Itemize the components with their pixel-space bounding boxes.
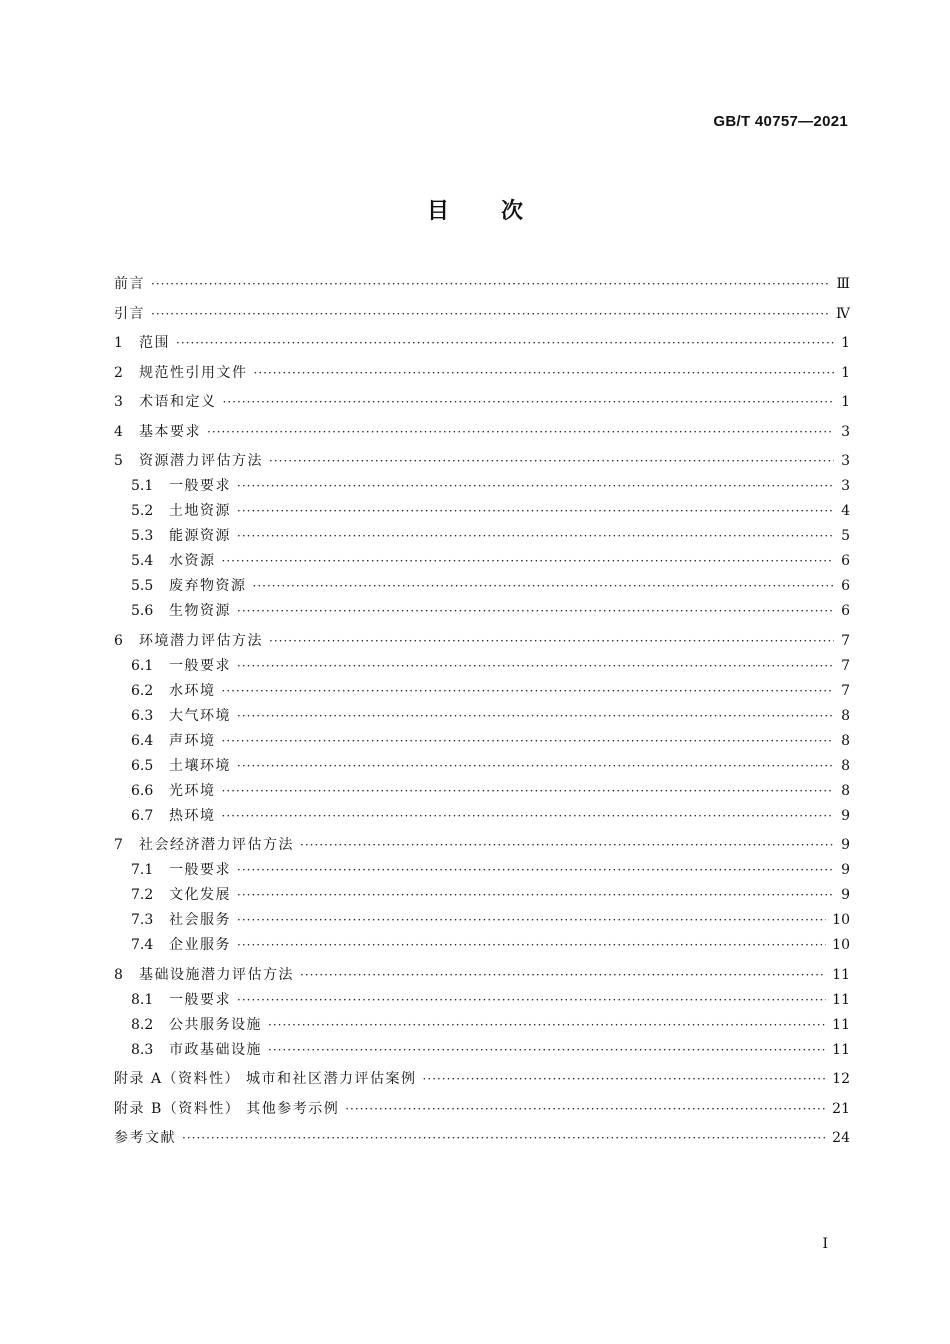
toc-entry-page: 8 [841,732,850,749]
toc-entry[interactable] [114,883,850,908]
toc-entry[interactable] [114,549,850,574]
toc-entry[interactable] [114,779,850,804]
toc-entry-label: 引言 [114,305,145,322]
toc-entry-page: 9 [841,887,850,903]
toc-leader-dots [300,963,826,988]
toc-entry-page: 12 [832,1071,850,1087]
toc-entry-page: 11 [832,1041,850,1058]
toc-entry-page: 4 [841,503,850,519]
toc-entry-page: 7 [841,632,850,649]
toc-entry-page: 3 [841,423,850,440]
toc-entry-page: 1 [841,364,850,381]
toc-entry-label: 热环境 [169,807,216,824]
toc-entry-label: 范围 [139,335,170,351]
toc-leader-dots [237,524,834,549]
toc-leader-dots [237,754,834,779]
toc-leader-dots [237,883,834,908]
toc-entry[interactable] [114,754,850,779]
toc-entry-label: 土地资源 [169,503,231,519]
toc-entry[interactable] [114,272,850,297]
toc-title [0,194,950,225]
toc-leader-dots [237,499,834,524]
toc-entry-number: 7.1 [131,862,154,878]
toc-title-char: 次 [501,199,524,224]
toc-entry-number: 3 [114,394,123,410]
toc-leader-dots [222,679,835,704]
toc-leader-dots [269,449,834,474]
toc-entry[interactable] [114,1038,850,1063]
toc-entry-page: Ⅲ [836,276,850,292]
toc-entry-number: 7.2 [131,887,154,903]
toc-entry[interactable] [114,1097,850,1122]
toc-entry-page: 10 [832,937,850,953]
toc-entry[interactable] [114,474,850,499]
toc-leader-dots [182,1126,826,1151]
toc-entry-number: 5.3 [131,528,154,544]
toc-leader-dots [237,858,834,883]
toc-leader-dots [237,908,826,933]
toc-entry-number: 6.4 [131,732,154,749]
toc-entry[interactable] [114,361,850,386]
toc-entry[interactable] [114,499,850,524]
toc-entry-page: 9 [841,807,850,824]
toc-leader-dots [207,420,834,445]
toc-entry[interactable] [114,1013,850,1038]
toc-entry-number: 6.5 [131,757,154,774]
toc-entry-number: 2 [114,364,123,381]
toc-leader-dots [222,729,835,754]
toc-entry-page: 8 [841,707,850,724]
toc-entry-number: 5.1 [131,478,154,494]
toc-entry-label: 公共服务设施 [169,1016,262,1033]
toc-leader-dots [176,331,834,356]
toc-entry-number: 6.3 [131,707,154,724]
toc-entry[interactable] [114,704,850,729]
toc-entry-number: 5 [114,453,123,469]
toc-entry-page: 8 [841,782,850,799]
toc-entry[interactable] [114,331,850,356]
toc-entry[interactable] [114,449,850,474]
toc-leader-dots [237,599,834,624]
toc-entry-number: 5.5 [131,578,154,594]
toc-entry-label: 水资源 [169,553,216,569]
toc-entry-number: 6.6 [131,782,154,799]
toc-entry-number: 8.2 [131,1016,154,1033]
toc-leader-dots [300,833,834,858]
toc-entry[interactable] [114,908,850,933]
toc-leader-dots [151,272,830,297]
toc-entry-label: 能源资源 [169,528,231,544]
toc-entry-label: 废弃物资源 [169,578,247,594]
toc-entry-label: 水环境 [169,682,216,699]
toc-leader-dots [253,574,835,599]
toc-entry[interactable] [114,524,850,549]
toc-entry[interactable] [114,654,850,679]
toc-entry-label: 资源潜力评估方法 [139,453,263,469]
toc-entry-label: 光环境 [169,782,216,799]
toc-entry-number: 6 [114,632,123,649]
toc-entry[interactable] [114,988,850,1013]
toc-entry-page: 1 [841,394,850,410]
toc-entry-page: 6 [841,603,850,619]
toc-leader-dots [222,779,835,804]
toc-entry-page: 8 [841,757,850,774]
toc-entry[interactable] [114,963,850,988]
toc-entry-number: 8.1 [131,991,154,1008]
toc-entry[interactable] [114,833,850,858]
toc-entry-label: 术语和定义 [139,394,217,410]
toc-leader-dots [237,933,826,958]
toc-leader-dots [423,1067,827,1092]
toc-entry-label: 一般要求 [169,478,231,494]
toc-entry-number: 7 [114,837,123,853]
toc-entry-page: 5 [841,528,850,544]
toc-entry[interactable] [114,574,850,599]
toc-entry-label: 一般要求 [169,991,231,1008]
toc-entry-number: 6.1 [131,657,154,674]
toc-entry[interactable] [114,1126,850,1151]
toc-leader-dots [268,1038,826,1063]
toc-entry[interactable] [114,390,850,415]
toc-entry-page: 11 [832,991,850,1008]
toc-entry-page: 3 [841,453,850,469]
toc-entry[interactable] [114,729,850,754]
toc-leader-dots [254,361,835,386]
toc-entry[interactable] [114,629,850,654]
toc-leader-dots [237,474,834,499]
toc-leader-dots [268,1013,826,1038]
toc-entry-number: 1 [114,335,123,351]
standard-code: GB/T 40757—2021 [713,113,848,130]
toc-entry-number: 5.4 [131,553,154,569]
toc-entry[interactable] [114,804,850,829]
toc-entry-label: 基础设施潜力评估方法 [139,966,294,983]
toc-entry-label: 参考文献 [114,1130,176,1146]
toc-entry-label: 声环境 [169,732,216,749]
toc-entry-page: Ⅳ [836,305,850,322]
toc-entry[interactable] [114,420,850,445]
toc-entry-page: 6 [841,578,850,594]
toc-entry-label: 社会经济潜力评估方法 [139,837,294,853]
toc-entry-label: 大气环境 [169,707,231,724]
toc-entry[interactable] [114,302,850,327]
toc-entry-page: 24 [832,1130,850,1146]
toc-entry-number: 7.3 [131,912,154,928]
toc-leader-dots [237,654,834,679]
toc-entry-page: 3 [841,478,850,494]
toc-entry-label: 前言 [114,276,145,292]
toc-entry-label: 市政基础设施 [169,1041,262,1058]
table-of-contents [114,272,850,1151]
toc-entry-page: 7 [841,682,850,699]
toc-entry-page: 1 [841,335,850,351]
toc-entry-number: 7.4 [131,937,154,953]
toc-entry-number: 6.7 [131,807,154,824]
toc-leader-dots [151,302,830,327]
toc-entry-page: 11 [832,966,850,983]
toc-entry[interactable] [114,933,850,958]
toc-entry-label: 一般要求 [169,657,231,674]
toc-entry-number: 6.2 [131,682,154,699]
toc-entry-label: 文化发展 [169,887,231,903]
toc-entry[interactable] [114,1067,850,1092]
page-footer-number: Ⅰ [822,1236,828,1252]
toc-entry-number: 5.6 [131,603,154,619]
toc-entry[interactable] [114,599,850,624]
toc-leader-dots [222,549,835,574]
toc-leader-dots [237,704,834,729]
toc-entry-number: 8.3 [131,1041,154,1058]
toc-entry-number: 5.2 [131,503,154,519]
toc-entry-page: 6 [841,553,850,569]
toc-entry-label: 企业服务 [169,937,231,953]
toc-entry-number: 8 [114,966,123,983]
toc-entry-page: 9 [841,837,850,853]
toc-entry-label: 环境潜力评估方法 [139,632,263,649]
toc-leader-dots [237,988,826,1013]
toc-entry-label: 土壤环境 [169,757,231,774]
toc-entry-label: 基本要求 [139,423,201,440]
toc-leader-dots [345,1097,826,1122]
toc-entry[interactable] [114,679,850,704]
toc-leader-dots [269,629,834,654]
toc-leader-dots [222,804,835,829]
toc-entry-page: 10 [832,912,850,928]
toc-entry-page: 11 [832,1016,850,1033]
toc-entry-label: 规范性引用文件 [139,364,248,381]
toc-entry-label: 社会服务 [169,912,231,928]
toc-entry-label: 附录 A（资料性） 城市和社区潜力评估案例 [114,1071,417,1087]
toc-entry-page: 9 [841,862,850,878]
toc-title-char: 目 [426,199,449,224]
toc-entry-label: 附录 B（资料性） 其他参考示例 [114,1100,340,1117]
toc-entry-label: 生物资源 [169,603,231,619]
toc-entry-label: 一般要求 [169,862,231,878]
toc-entry-page: 21 [832,1100,850,1117]
toc-entry-number: 4 [114,423,123,440]
toc-entry-page: 7 [841,657,850,674]
toc-leader-dots [223,390,835,415]
toc-entry[interactable] [114,858,850,883]
